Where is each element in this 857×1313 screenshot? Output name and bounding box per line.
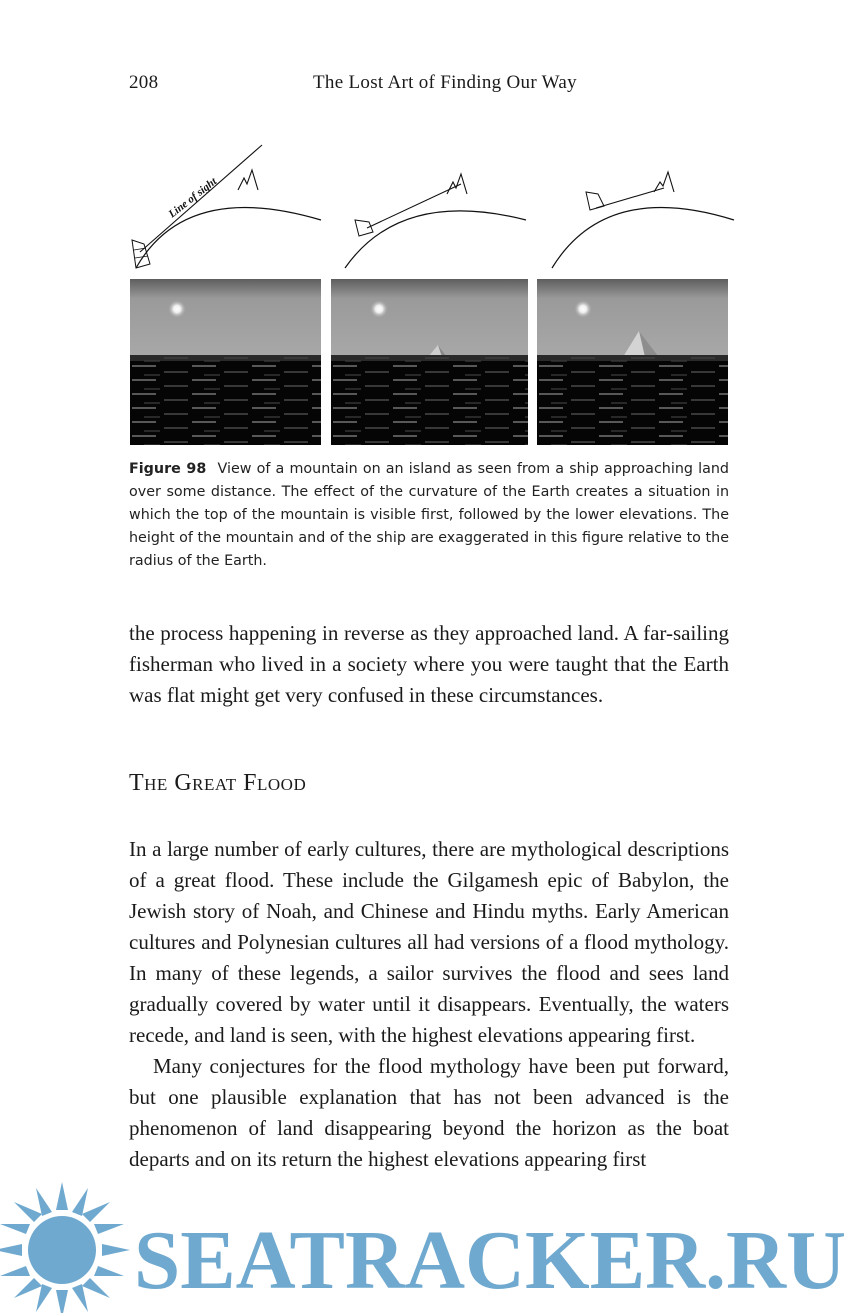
ocean-view-mid (331, 279, 528, 445)
ocean-view-far (130, 279, 321, 445)
section-heading: The Great Flood (129, 770, 307, 796)
ocean-view-near (537, 279, 728, 445)
section-body (129, 834, 729, 1175)
paragraph: the process happening in reverse as they approached land. A far-sailing fisherman who lived in a society where you were taught that the Earth was flat might get very confused in these circumstances. (129, 621, 729, 707)
running-title: The Lost Art of Finding Our Way (313, 72, 577, 93)
watermark-text: SEATRACKER.RU (134, 1214, 846, 1307)
figure-caption (129, 458, 729, 573)
continued-paragraph (129, 618, 729, 711)
figure-caption-text: View of a mountain on an island as seen from a ship approaching land over some distance. The effect of the curvature of the Earth creates a situation in which the top of the mountain is visible first, followed by the lower elevations. The height of the mountain and of the ship are exaggerated in this figure relative to the radius of the Earth. (129, 461, 730, 569)
sun-burst-icon (0, 1182, 130, 1313)
curvature-diagrams (126, 140, 736, 275)
line-of-sight-label: Line of sight (166, 175, 220, 221)
watermark-logo (0, 1178, 857, 1313)
figure-label: Figure 98 (129, 461, 207, 477)
page-number: 208 (129, 72, 159, 93)
paragraph: In a large number of early cultures, there are mythological descriptions of a great flood. These include the Gilgamesh epic of Babylon, the Jewish story of Noah, and Chinese and Hindu myths. Early American cultures and Polynesian cultures all had versions of a flood mythology. In many of these legends, a sailor survives the flood and sees land gradually covered by water until it disappears. Eventually, the waters recede, and land is seen, with the highest elevations appearing first. (129, 837, 729, 1047)
diagram-right (536, 140, 736, 275)
diagram-line-of-sight (126, 140, 326, 275)
diagram-middle (331, 140, 531, 275)
paragraph: Many conjectures for the flood mythology have been put forward, but one plausible explanation that has not been advanced is the phenomenon of land disappearing beyond the horizon as the boat departs and on its return the highest elevations appearing first (129, 1054, 729, 1171)
running-head (129, 72, 729, 96)
